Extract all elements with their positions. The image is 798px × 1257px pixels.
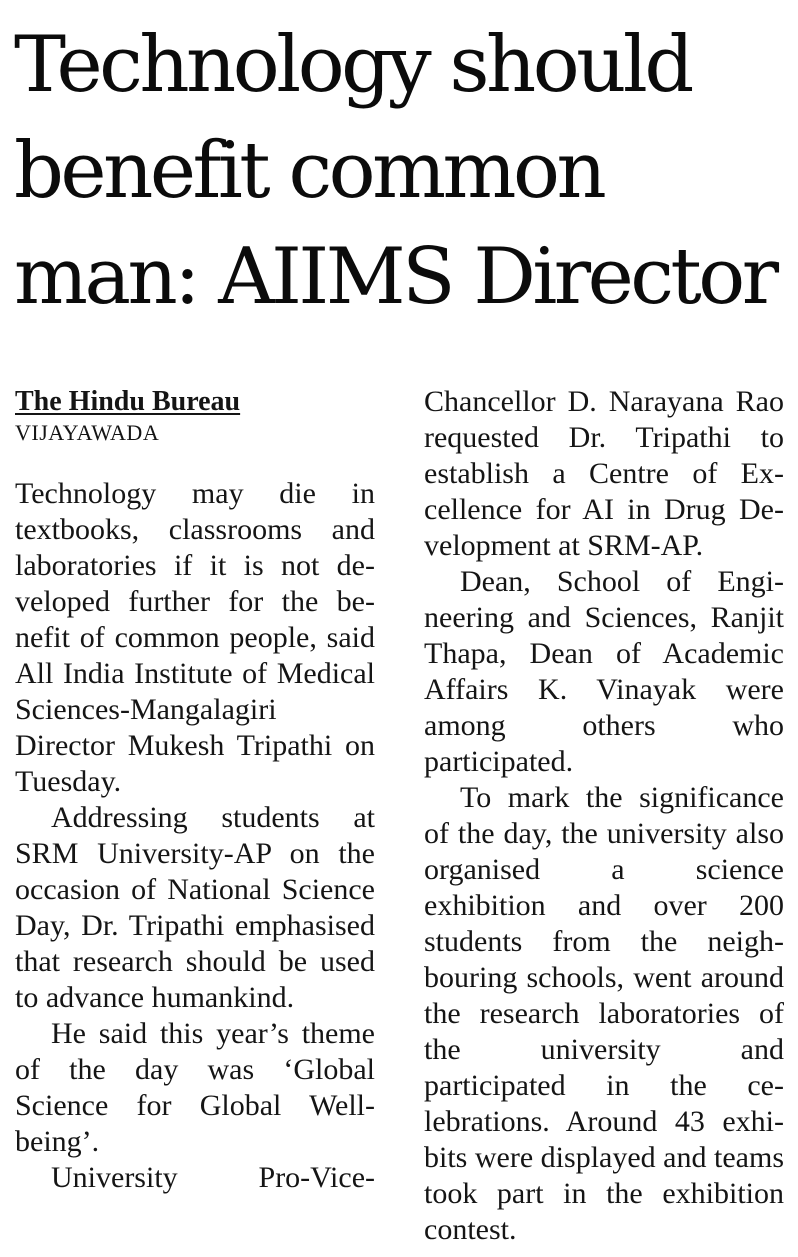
paragraph: Addressing students at SRM University-AP on the occasion of National Science Day, Dr. Tripathi emphasised that research should be used to advance humankind. [15,801,375,1014]
paragraph-continued: University Pro-Vice- [51,1161,375,1194]
article-column-left [15,384,375,1196]
paragraph: Dean, School of Engineering and Sciences, Ranjit Thapa, Dean of Academic Affairs K. Vinayak were among others who participated. [424,565,784,778]
paragraph: Technology may die in textbooks, classrooms and laboratories if it is not developed further for the benefit of common people, said All India Institute of Medical Sciences-Mangalagiri Director Mukesh Tripathi on Tuesday. [15,477,375,798]
byline[interactable]: The Hindu Bureau [15,386,241,417]
headline: Technology should benefit common man: AIIMS Director [14,20,776,322]
paragraph-continuation: Chancellor D. Narayana Rao requested Dr. Tripathi to establish a Centre of Excellence for AI in Drug Development at SRM-AP. [424,385,784,562]
article-column-right [424,384,784,1248]
paragraph: To mark the significance of the day, the university also organised a science exhibition and over 200 students from the neighbouring schools, went around the research laboratories of the university and participated in the celebrations. Around 43 exhibits were displayed and teams took part in the exhibition contest. [424,781,784,1246]
dateline: VIJAYAWADA [15,420,160,445]
paragraph: He said this year’s theme of the day was ‘Global Science for Global Wellbeing’. [15,1017,375,1158]
